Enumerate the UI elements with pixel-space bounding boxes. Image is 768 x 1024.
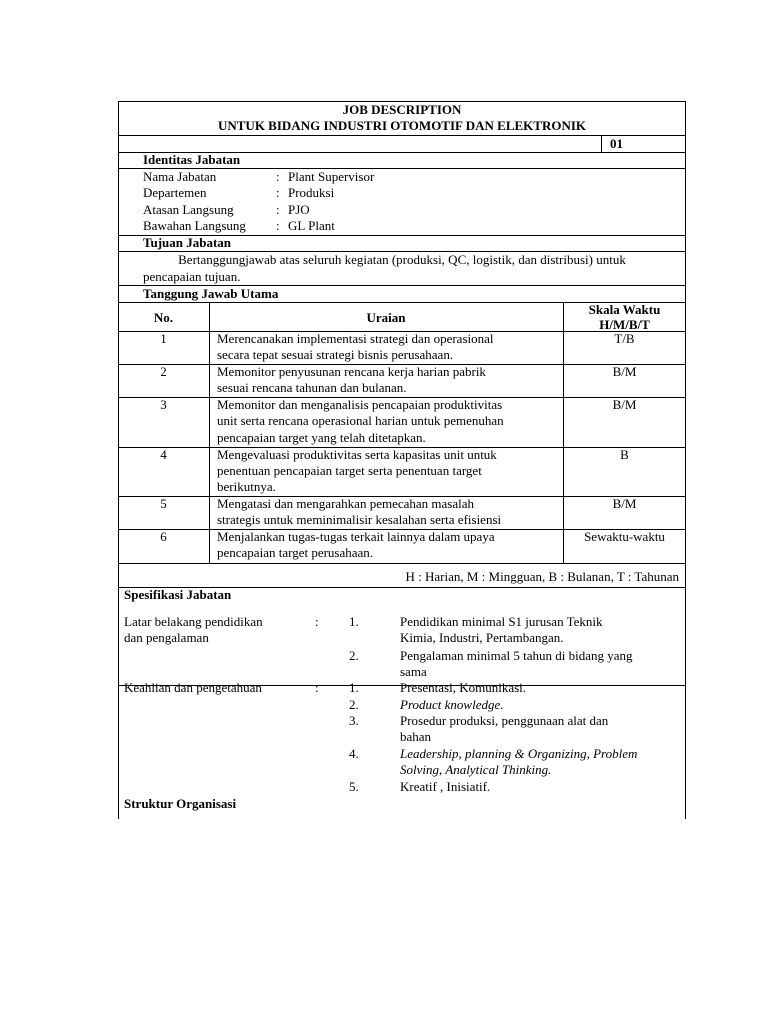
row-uraian: pencapaian target perusahaan. xyxy=(217,545,374,560)
row-uraian: Mengevaluasi produktivitas serta kapasitas unit untuk xyxy=(217,447,497,462)
spec-sep: : xyxy=(315,614,319,629)
spec-item-number: 3. xyxy=(349,713,359,728)
time-scale-legend: H : Harian, M : Mingguan, B : Bulanan, T : Tahunan xyxy=(405,569,679,584)
spec-item-text: bahan xyxy=(400,729,432,744)
row-uraian: pencapaian target yang telah ditetapkan. xyxy=(217,430,426,445)
identitas-sep: : xyxy=(276,169,280,184)
spec-item-number: 1. xyxy=(349,614,359,629)
tujuan-text: Bertanggungjawab atas seluruh kegiatan (produksi, QC, logistik, dan distribusi) untuk xyxy=(178,252,626,267)
row-no: 2 xyxy=(160,364,167,379)
identitas-sep: : xyxy=(276,202,280,217)
identitas-value: GL Plant xyxy=(288,218,335,233)
row-no: 6 xyxy=(160,529,167,544)
identitas-label: Bawahan Langsung xyxy=(143,218,246,233)
spec-item-number: 1. xyxy=(349,680,359,695)
row-uraian: Mengatasi dan mengarahkan pemecahan masalah xyxy=(217,496,474,511)
spec-item-number: 5. xyxy=(349,779,359,794)
section-heading-tujuan: Tujuan Jabatan xyxy=(143,235,232,250)
spec-item-text: Kreatif , Inisiatif. xyxy=(400,779,491,794)
spec-item-text: Kimia, Industri, Pertambangan. xyxy=(400,630,564,645)
identitas-value: PJO xyxy=(288,202,310,217)
row-skala: T/B xyxy=(614,331,635,346)
row-uraian: berikutnya. xyxy=(217,479,276,494)
spec-item-text: Solving, Analytical Thinking. xyxy=(400,762,552,777)
spec-item-text: Pendidikan minimal S1 jurusan Teknik xyxy=(400,614,603,629)
spec-item-text: Presentasi, Komunikasi. xyxy=(400,680,527,695)
row-uraian: unit serta rencana operasional harian untuk pemenuhan xyxy=(217,413,504,428)
column-header-skala: Skala Waktu xyxy=(588,302,661,317)
spec-item-number: 2. xyxy=(349,697,359,712)
row-uraian: Menjalankan tugas-tugas terkait lainnya dalam upaya xyxy=(217,529,495,544)
identitas-value: Plant Supervisor xyxy=(288,169,375,184)
section-heading-identitas: Identitas Jabatan xyxy=(143,152,241,167)
section-heading-spesifikasi: Spesifikasi Jabatan xyxy=(124,587,232,602)
row-skala: B/M xyxy=(612,397,637,412)
identitas-label: Atasan Langsung xyxy=(143,202,234,217)
row-skala: Sewaktu-waktu xyxy=(584,529,665,544)
spec-item-text: Prosedur produksi, penggunaan alat dan xyxy=(400,713,609,728)
spec-sep: : xyxy=(315,680,319,695)
row-skala: B/M xyxy=(612,496,637,511)
row-no: 3 xyxy=(160,397,167,412)
row-skala: B xyxy=(620,447,629,462)
row-uraian: strategis untuk meminimalisir kesalahan serta efisiensi xyxy=(217,512,502,527)
spec-label: dan pengalaman xyxy=(124,630,209,645)
section-heading-tanggung-jawab: Tanggung Jawab Utama xyxy=(143,286,279,301)
divider xyxy=(118,563,686,564)
document-subtitle: UNTUK BIDANG INDUSTRI OTOMOTIF DAN ELEKTRONIK xyxy=(217,118,587,133)
spec-item-number: 4. xyxy=(349,746,359,761)
identitas-label: Nama Jabatan xyxy=(143,169,217,184)
column-header-uraian: Uraian xyxy=(366,310,406,325)
row-uraian: Merencanakan implementasi strategi dan operasional xyxy=(217,331,494,346)
table-col-border xyxy=(209,302,210,563)
identitas-value: Produksi xyxy=(288,185,335,200)
column-header-skala: H/M/B/T xyxy=(599,317,650,332)
spec-item-text: Product knowledge. xyxy=(400,697,504,712)
document-title: JOB DESCRIPTION xyxy=(342,102,462,117)
row-no: 5 xyxy=(160,496,167,511)
column-header-no: No. xyxy=(153,310,174,325)
spec-item-text: sama xyxy=(400,664,427,679)
spec-item-text: Leadership, planning & Organizing, Problem xyxy=(400,746,638,761)
row-no: 4 xyxy=(160,447,167,462)
identitas-sep: : xyxy=(276,218,280,233)
row-uraian: Memonitor penyusunan rencana kerja harian pabrik xyxy=(217,364,486,379)
row-uraian: secara tepat sesuai strategi bisnis perusahaan. xyxy=(217,347,454,362)
section-heading-struktur: Struktur Organisasi xyxy=(124,796,237,811)
row-uraian: sesuai rencana tahunan dan bulanan. xyxy=(217,380,407,395)
row-no: 1 xyxy=(160,331,167,346)
row-uraian: penentuan pencapaian target serta penentuan target xyxy=(217,463,482,478)
number-cell-border xyxy=(601,135,602,152)
spec-label: Keahlian dan pengetahuan xyxy=(124,680,262,695)
document-number: 01 xyxy=(610,136,623,151)
spec-item-text: Pengalaman minimal 5 tahun di bidang yang xyxy=(400,648,633,663)
tujuan-text: pencapaian tujuan. xyxy=(143,269,241,284)
identitas-label: Departemen xyxy=(143,185,207,200)
spec-item-number: 2. xyxy=(349,648,359,663)
row-skala: B/M xyxy=(612,364,637,379)
spec-label: Latar belakang pendidikan xyxy=(124,614,263,629)
row-uraian: Memonitor dan menganalisis pencapaian produktivitas xyxy=(217,397,503,412)
identitas-sep: : xyxy=(276,185,280,200)
